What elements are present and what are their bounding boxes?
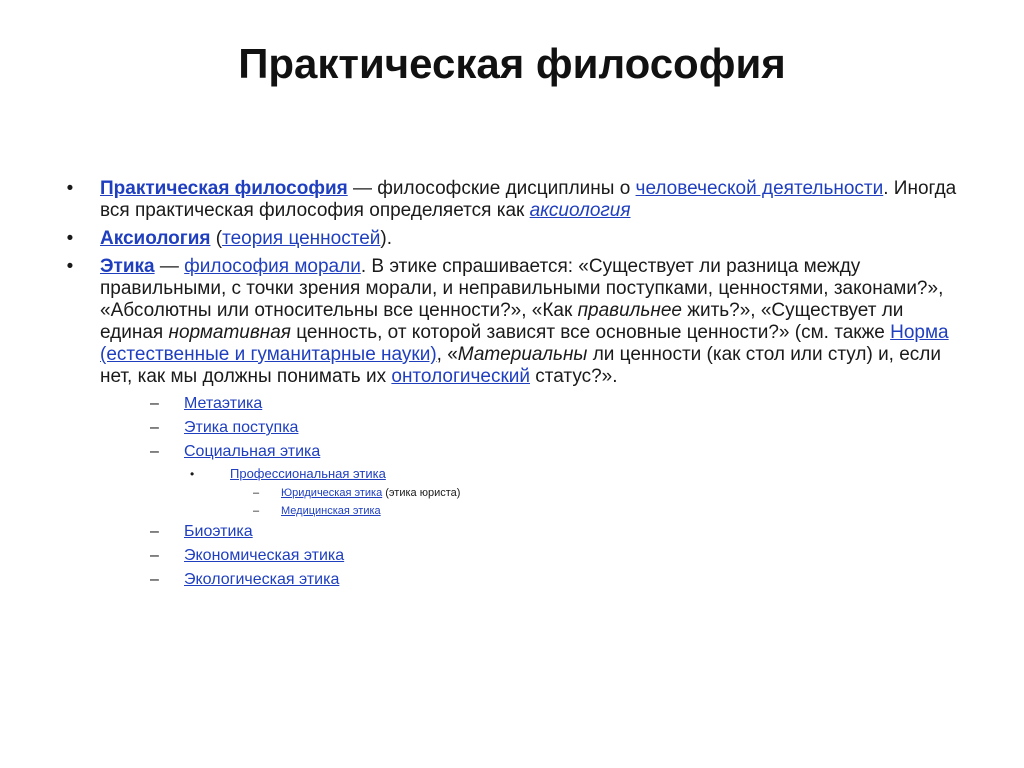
text-italic: Материальны: [457, 344, 588, 365]
link-value-theory[interactable]: теория ценностей: [222, 228, 381, 249]
text: —: [154, 256, 185, 277]
link-ecological-ethics[interactable]: Экологическая этика: [184, 571, 340, 588]
link-ontological[interactable]: онтологический: [391, 366, 530, 387]
link-professional-ethics[interactable]: Профессиональная этика: [230, 466, 386, 481]
text: ли ценности (как стол или стул) и, если нет, как мы должны понимать их: [100, 344, 941, 387]
bullet-marker: •: [66, 228, 74, 249]
bullet-practical-philosophy: [60, 178, 960, 222]
list-item: [100, 568, 960, 592]
link-moral-philosophy[interactable]: философия морали: [184, 256, 361, 277]
link-bioethics[interactable]: Биоэтика: [184, 523, 253, 540]
text: . В этике спрашивается: «Существует ли разница между правильными, с точки зрения морали, и неправильными поступками, ценностями, законами?», «Абсолютны или относительны все ценности?», «Как: [100, 256, 944, 321]
text: статус?».: [530, 366, 618, 387]
link-legal-ethics[interactable]: Юридическая этика: [281, 487, 383, 499]
link-metaethics[interactable]: Метаэтика: [184, 395, 263, 412]
link-human-activity[interactable]: человеческой деятельности: [635, 178, 884, 199]
link-ethics-of-action[interactable]: Этика поступка: [184, 419, 299, 436]
list-item: [100, 544, 960, 568]
dash-marker: –: [150, 395, 159, 412]
text: (этика юриста): [382, 487, 461, 499]
dash-marker: –: [150, 443, 159, 460]
list-item: [100, 484, 960, 502]
bullet-ethics: [60, 256, 960, 592]
text: ценность, от которой зависят все основные ценности?» (см. также: [290, 322, 891, 343]
dash-marker: –: [253, 487, 260, 499]
dash-marker: –: [150, 419, 159, 436]
link-norm[interactable]: Норма (естественные и гуманитарные науки): [100, 322, 949, 365]
text-italic: нормативная: [168, 322, 291, 343]
bullet-axiology: [60, 228, 960, 250]
dash-marker: –: [150, 571, 159, 588]
text: (: [210, 228, 223, 249]
link-axiology-inline[interactable]: аксиология: [529, 200, 631, 221]
link-practical-philosophy[interactable]: Практическая философия: [100, 178, 348, 199]
list-item: [100, 520, 960, 544]
slide-content: [60, 178, 960, 598]
text: ).: [380, 228, 393, 249]
dot-marker: •: [190, 467, 195, 481]
ethics-sublist: [100, 392, 960, 592]
dash-marker: –: [150, 547, 159, 564]
list-item: [100, 502, 960, 520]
link-ethics[interactable]: Этика: [100, 256, 155, 277]
link-axiology[interactable]: Аксиология: [100, 228, 211, 249]
list-item: [100, 392, 960, 416]
text-italic: правильнее: [577, 300, 682, 321]
link-economic-ethics[interactable]: Экономическая этика: [184, 547, 345, 564]
bullet-marker: •: [66, 256, 74, 277]
link-medical-ethics[interactable]: Медицинская этика: [281, 505, 381, 517]
text: — философские дисциплины о: [347, 178, 636, 199]
list-item: [100, 416, 960, 440]
slide-title: Практическая философия: [238, 40, 786, 87]
list-item: [100, 464, 960, 484]
dash-marker: –: [150, 523, 159, 540]
dash-marker: –: [253, 505, 260, 517]
list-item: [100, 440, 960, 464]
link-social-ethics[interactable]: Социальная этика: [184, 443, 321, 460]
text: . Иногда вся практическая философия определяется как: [100, 178, 957, 221]
bullet-marker: •: [66, 178, 74, 199]
text: , «: [436, 344, 458, 365]
text: жить?», «Существует ли единая: [100, 300, 904, 343]
